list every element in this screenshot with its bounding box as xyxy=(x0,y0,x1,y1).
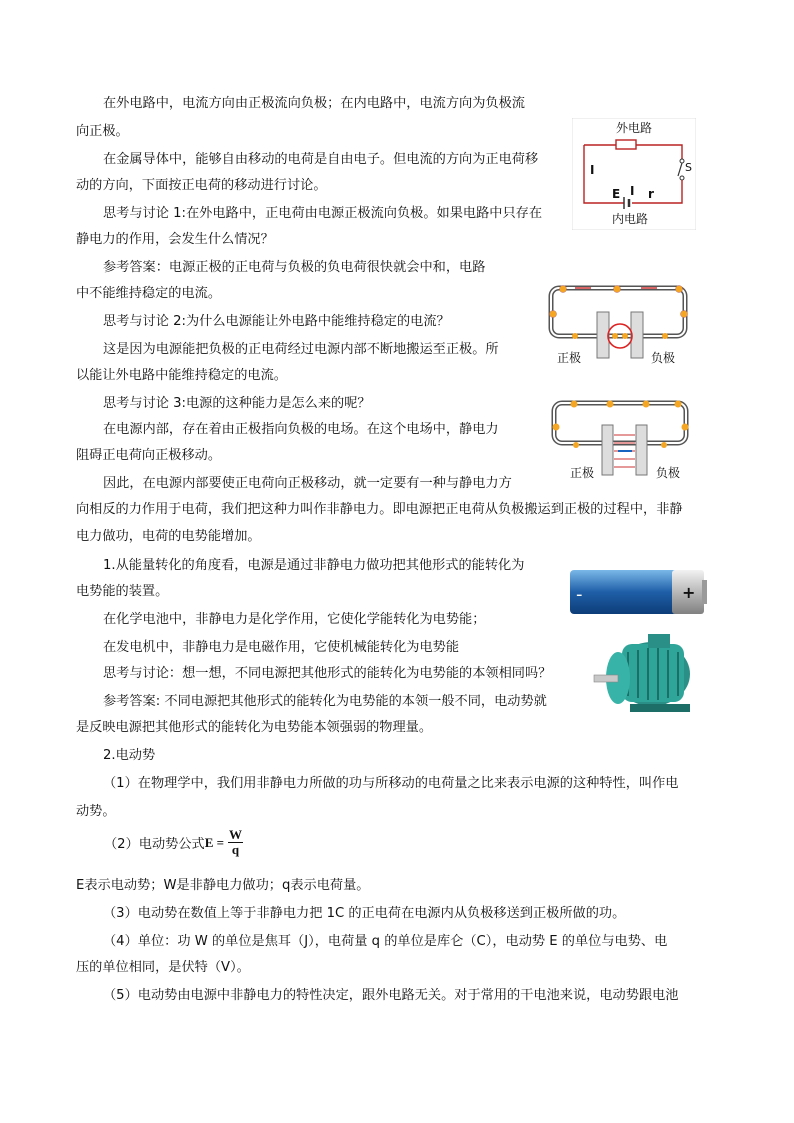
para-non-electrostatic-cont2: 电力做功，电荷的电势能增加。 xyxy=(76,529,261,544)
para-non-electrostatic: 因此，在电源内部要使正电荷向正极移动，就一定要有一种与静电力方 xyxy=(103,476,512,491)
positive-pole-label: 正极 xyxy=(557,351,582,365)
para-generator: 在发电机中，非静电力是电磁作用，它使机械能转化为电势能 xyxy=(103,640,460,655)
section-heading-emf: 2.电动势 xyxy=(103,748,156,763)
outer-circuit-label: 外电路 xyxy=(615,121,653,135)
formula-denominator: q xyxy=(231,842,240,857)
battery-minus: - xyxy=(576,584,583,605)
para-answer-2: 这是因为电源能把负极的正电荷经过电源内部不断地搬运至正极。所 xyxy=(103,342,499,357)
internal-resistance-label: r xyxy=(648,187,654,201)
para-answer-4: 参考答案: 不同电源把其他形式的能转化为电势能的本领一般不同，电动势就 xyxy=(103,694,547,709)
para-current-direction: 在外电路中，电流方向由正极流向负极；在内电路中，电流方向为负极流 xyxy=(103,96,525,111)
para-discussion-3: 思考与讨论 3:电源的这种能力是怎么来的呢？ xyxy=(103,396,371,411)
formula-fraction xyxy=(228,828,243,857)
switch-label: S xyxy=(685,161,692,174)
para-answer-4-cont: 是反映电源把其他形式的能转化为电势能本领强弱的物理量。 xyxy=(76,720,433,735)
para-formula-explanation: E表示电动势；W是非静电力做功；q表示电荷量。 xyxy=(76,878,370,893)
negative-pole-label-2: 负极 xyxy=(656,466,681,480)
para-discussion-1: 思考与讨论 1:在外电路中，正电荷由电源正极流向负极。如果电路中只存在 xyxy=(103,206,543,221)
formula-label: （2）电动势公式 xyxy=(104,837,205,852)
para-electric-field-cont: 阻碍正电荷向正极移动。 xyxy=(76,448,222,463)
resistor xyxy=(616,140,636,149)
para-energy-conversion: 1.从能量转化的角度看，电源是通过非静电力做功把其他形式的能转化为 xyxy=(103,558,525,573)
para-discussion-2: 思考与讨论 2:为什么电源能让外电路中能维持稳定的电流？ xyxy=(103,314,450,329)
para-emf-definition: （1）在物理学中，我们用非静电力所做的功与所移动的电荷量之比来表示电源的这种特性，叫作电 xyxy=(103,776,679,791)
para-answer-1-cont: 中不能维持稳定的电流。 xyxy=(76,286,222,301)
para-discussion-4: 思考与讨论：想一想，不同电源把其他形式的能转化为电势能的本领相同吗？ xyxy=(103,666,552,681)
para-emf-numeric: （3）电动势在数值上等于非静电力把 1C 的正电荷在电源内从负极移送到正极所做的功。 xyxy=(103,906,626,921)
para-emf-definition-cont: 动势。 xyxy=(76,804,116,819)
para-units-cont: 压的单位相同，是伏特（V）。 xyxy=(76,960,250,975)
charge-flow-diagram-1 xyxy=(545,282,690,372)
inner-circuit-label: 内电路 xyxy=(611,212,649,226)
para-electric-field: 在电源内部，存在着由正极指向负极的电场。在这个电场中，静电力 xyxy=(103,422,499,437)
emf-formula xyxy=(104,828,243,857)
para-free-electrons-cont: 动的方向，下面按正电荷的移动进行讨论。 xyxy=(76,178,327,193)
circuit-diagram xyxy=(572,118,696,230)
para-units: （4）单位：功 W 的单位是焦耳（J），电荷量 q 的单位是库仑（C），电动势 E 的单位与电势、电 xyxy=(103,934,668,949)
para-answer-2-cont: 以能让外电路中能维持稳定的电流。 xyxy=(76,368,287,383)
para-discussion-1-cont: 静电力的作用，会发生什么情况？ xyxy=(76,232,274,247)
para-free-electrons: 在金属导体中，能够自由移动的电荷是自由电子。但电流的方向为正电荷移 xyxy=(103,152,539,167)
para-non-electrostatic-cont: 向相反的力作用于电荷，我们把这种力叫作非静电力。即电源把正电荷从负极搬运到正极的过程中，非静 xyxy=(76,502,683,517)
generator-image xyxy=(592,632,710,716)
para-chemical-battery: 在化学电池中，非静电力是化学作用，它使化学能转化为电势能； xyxy=(103,612,486,627)
battery-image xyxy=(568,566,708,618)
negative-pole-label: 负极 xyxy=(651,351,676,365)
formula-numerator: W xyxy=(229,827,243,842)
para-answer-1: 参考答案：电源正极的正电荷与负极的负电荷很快就会中和，电路 xyxy=(103,260,486,275)
current-label-inner: I xyxy=(630,184,635,198)
emf-label: E xyxy=(612,187,621,201)
para-energy-conversion-cont: 电势能的装置。 xyxy=(76,584,169,599)
current-label-outer: I xyxy=(590,163,595,177)
para-current-direction-cont: 向正极。 xyxy=(76,124,129,139)
negative-plate xyxy=(631,312,643,358)
charge-flow-diagram-2 xyxy=(548,397,691,483)
para-emf-property: （5）电动势由电源中非静电力的特性决定，跟外电路无关。对于常用的干电池来说，电动势跟电池 xyxy=(103,988,679,1003)
positive-plate xyxy=(597,312,609,358)
battery-plus: + xyxy=(682,583,696,602)
positive-pole-label-2: 正极 xyxy=(570,466,595,480)
formula-lhs: E = xyxy=(204,834,225,850)
